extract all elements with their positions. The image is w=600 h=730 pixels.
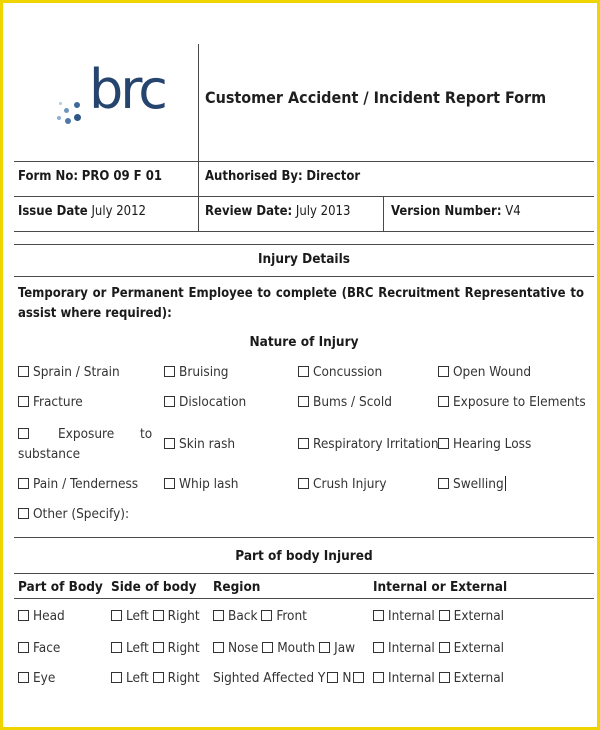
option-pain[interactable] [18,476,138,492]
brc-logo [55,58,165,130]
option-label: Sprain / Strain [33,364,120,380]
divider [198,161,199,231]
logo-dot [64,108,69,113]
column-internal-external: Internal or External [373,579,508,595]
divider [14,598,594,599]
option-label: Respiratory Irritation [313,436,439,452]
checkbox[interactable] [298,478,309,489]
divider [14,244,594,245]
page-title: Customer Accident / Incident Report Form [205,88,547,107]
form-number [18,169,162,184]
checkbox[interactable] [18,672,29,683]
injury-instruction: Temporary or Permanent Employee to complete (BRC Recruitment Representative to assist where required): [18,286,584,321]
checkbox[interactable] [153,610,164,621]
checkbox[interactable] [373,610,384,621]
option-label: Bruising [179,364,229,380]
option-fracture[interactable] [18,394,83,410]
side-right-label: Right [167,608,200,624]
internal-external-options[interactable] [373,670,504,686]
form-number-value: PRO 09 F 01 [81,169,163,184]
external-label: External [453,670,505,686]
sighted-affected[interactable] [213,670,368,686]
body-part-label: Eye [33,670,56,686]
divider [14,573,594,574]
region-mouth-label: Mouth [277,640,316,656]
review-date-label: Review Date: [205,204,293,219]
checkbox[interactable] [319,642,330,653]
checkbox[interactable] [18,508,29,519]
version-number [391,204,521,219]
option-crush[interactable] [298,476,387,492]
checkbox[interactable] [18,428,29,439]
checkbox[interactable] [18,610,29,621]
option-hearing-loss[interactable] [438,436,531,452]
logo-text: brc [89,58,165,121]
internal-label: Internal [388,640,435,656]
option-skin-rash[interactable] [164,436,235,452]
checkbox[interactable] [153,642,164,653]
checkbox[interactable] [164,478,175,489]
option-label: Dislocation [179,394,247,410]
issue-date-label: Issue Date [18,204,88,219]
checkbox[interactable] [111,610,122,621]
side-left-label: Left [126,608,149,624]
internal-external-options[interactable] [373,608,504,624]
option-label: Fracture [33,394,83,410]
option-label: Whip lash [179,476,239,492]
checkbox[interactable] [111,642,122,653]
checkbox[interactable] [298,438,309,449]
option-label: Concussion [313,364,383,380]
checkbox[interactable] [18,642,29,653]
option-concussion[interactable] [298,364,382,380]
checkbox[interactable] [298,366,309,377]
internal-external-options[interactable] [373,640,504,656]
option-label: Open Wound [453,364,532,380]
logo-dot [74,102,80,108]
option-respiratory[interactable] [298,436,439,452]
body-part-eye[interactable] [18,670,55,686]
sighted-no-label: N [342,670,352,686]
divider [14,196,594,197]
option-burns[interactable] [298,394,392,410]
body-part-label: Head [33,608,65,624]
part-of-body-title: Part of body Injured [235,548,373,564]
version-number-value: V4 [505,204,521,219]
authorised-by-label: Authorised By: [205,169,303,184]
sighted-affected-label: Sighted Affected Y [213,670,326,686]
region-options[interactable] [213,608,307,624]
external-label: External [453,640,505,656]
option-label: Swelling [453,476,504,492]
side-right-label: Right [167,670,200,686]
option-label: Crush Injury [313,476,387,492]
checkbox[interactable] [262,642,273,653]
review-date-value: July 2013 [295,204,351,219]
checkbox[interactable] [261,610,272,621]
option-bruising[interactable] [164,364,229,380]
column-region: Region [213,579,261,595]
column-side-of-body: Side of body [111,579,197,595]
logo-dot [59,102,62,105]
option-label: Bums / Scold [313,394,392,410]
internal-label: Internal [388,608,435,624]
region-options[interactable] [213,640,355,656]
checkbox[interactable] [153,672,164,683]
issue-date-value: July 2012 [91,204,146,219]
checkbox[interactable] [373,672,384,683]
option-dislocation[interactable] [164,394,246,410]
injury-details-title: Injury Details [258,251,350,267]
side-right-label: Right [167,640,200,656]
review-date [205,204,350,219]
divider [14,537,594,538]
option-swelling[interactable] [438,476,506,492]
side-left-label: Left [126,640,149,656]
option-label: Hearing Loss [453,436,532,452]
checkbox[interactable] [213,642,224,653]
checkbox[interactable] [373,642,384,653]
option-exposure-substance-checkbox[interactable] [18,426,33,442]
checkbox[interactable] [164,438,175,449]
region-nose-label: Nose [228,640,259,656]
checkbox[interactable] [439,642,450,653]
body-part-head[interactable] [18,608,65,624]
divider [14,161,594,162]
issue-date [18,204,146,219]
option-label: Exposure to Elements [453,394,586,410]
option-whip-lash[interactable] [164,476,239,492]
option-label: Skin rash [179,436,236,452]
checkbox[interactable] [438,478,449,489]
side-options[interactable] [111,640,200,656]
logo-dot [65,118,71,124]
divider [14,231,594,232]
side-left-label: Left [126,670,149,686]
checkbox[interactable] [18,396,29,407]
checkbox[interactable] [327,672,338,683]
nature-of-injury-title: Nature of Injury [249,334,359,350]
checkbox[interactable] [438,438,449,449]
authorised-by-value: Director [306,169,361,184]
checkbox[interactable] [164,396,175,407]
checkbox[interactable] [438,366,449,377]
option-sprain[interactable] [18,364,120,380]
checkbox[interactable] [18,478,29,489]
external-label: External [453,608,505,624]
authorised-by [205,169,360,184]
logo-dot [57,116,61,120]
option-label: Pain / Tenderness [33,476,139,492]
checkbox[interactable] [111,672,122,683]
option-exposure-elements[interactable] [438,394,586,410]
form-number-label: Form No: [18,169,79,184]
region-jaw-label: Jaw [334,640,356,656]
option-open-wound[interactable] [438,364,531,380]
side-options[interactable] [111,608,200,624]
checkbox[interactable] [18,366,29,377]
checkbox[interactable] [438,396,449,407]
checkbox[interactable] [439,672,450,683]
column-part-of-body: Part of Body [18,579,103,595]
divider [383,196,384,231]
side-options[interactable] [111,670,200,686]
checkbox[interactable] [439,610,450,621]
checkbox[interactable] [164,366,175,377]
body-part-face[interactable] [18,640,60,656]
checkbox[interactable] [353,672,364,683]
version-number-label: Version Number: [391,204,502,219]
checkbox[interactable] [298,396,309,407]
region-front-label: Front [276,608,307,624]
checkbox[interactable] [213,610,224,621]
option-exposure-to: to [140,426,153,442]
logo-dot [74,114,81,121]
option-exposure-substance: substance [18,446,81,462]
region-back-label: Back [228,608,258,624]
body-part-label: Face [33,640,61,656]
internal-label: Internal [388,670,435,686]
header-divider [198,44,199,162]
text-cursor [505,476,506,491]
divider [14,276,594,277]
option-other[interactable] [18,506,129,522]
option-exposure-word: Exposure [58,426,115,442]
option-label: Other (Specify): [33,506,130,522]
